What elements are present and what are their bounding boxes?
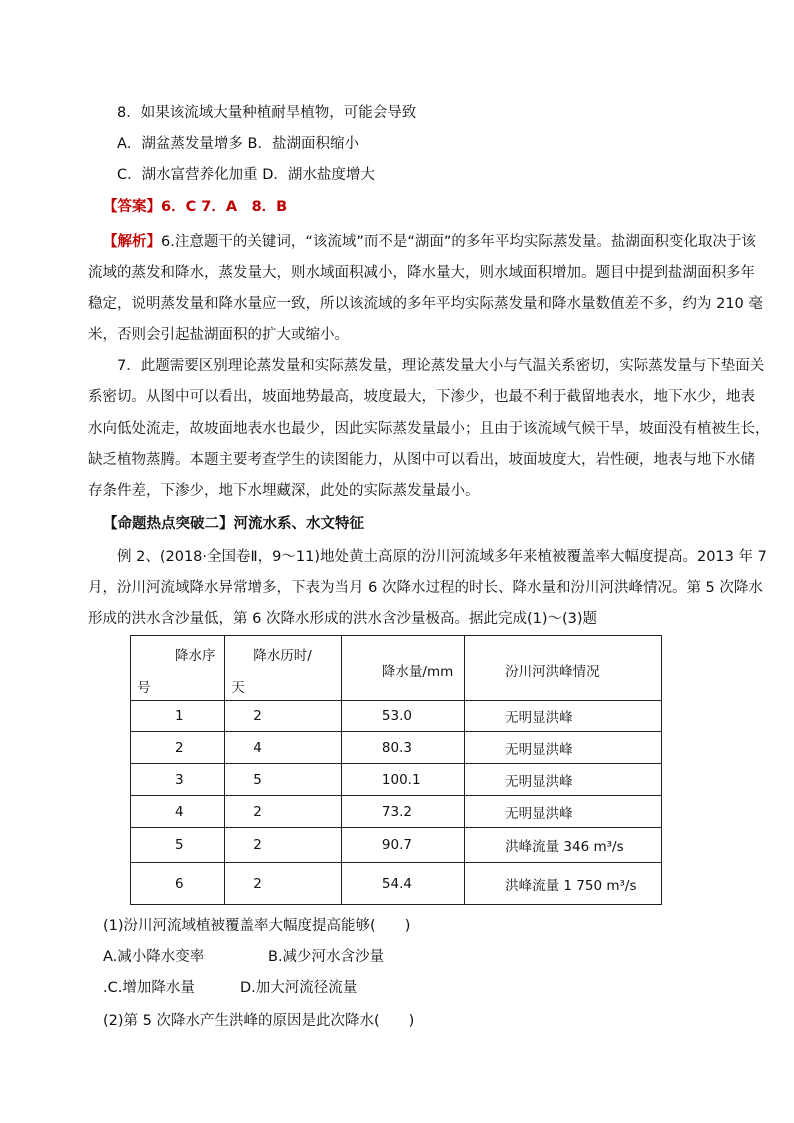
- header-amount: 降水量/mm: [381, 664, 454, 680]
- header-cell-amount: [341, 636, 464, 701]
- question-8-stem: 8．如果该流域大量种植耐旱植物，可能会导致: [117, 105, 417, 121]
- header-flood: 汾川河洪峰情况: [505, 664, 600, 680]
- cell-days: 5: [225, 764, 342, 796]
- cell-flood: 洪峰流量 346 m³/s: [465, 828, 662, 863]
- cell-amount: 80.3: [341, 732, 464, 764]
- cell-amount: 100.1: [341, 764, 464, 796]
- cell-amount: 54.4: [341, 863, 464, 905]
- cell-seq: 4: [131, 796, 225, 828]
- analysis-p2-line-2: 系密切。从图中可以看出，坡面地势最高，坡度最大，下渗少，也最不利于截留地表水，地下水少，地表: [88, 389, 755, 405]
- cell-days: 2: [225, 828, 342, 863]
- analysis-line-1: [103, 233, 756, 251]
- subquestion-1-option-d: D.加大河流径流量: [240, 980, 358, 996]
- cell-amount: 73.2: [341, 796, 464, 828]
- cell-seq: 2: [131, 732, 225, 764]
- analysis-p2-line-5: 存条件差，下渗少，地下水埋藏深，此处的实际蒸发量最小。: [88, 483, 480, 499]
- header-cell-seq: [131, 636, 225, 701]
- table-row: [131, 796, 662, 828]
- answer-label: 【答案】: [103, 199, 161, 215]
- cell-days: 4: [225, 732, 342, 764]
- analysis-p1-rest: 6.注意题干的关键词，“该流域”而不是“湖面”的多年平均实际蒸发量。盐湖面积变化取决于该: [161, 234, 756, 250]
- table-row: [131, 701, 662, 732]
- subquestion-1-option-a: A.减小降水变率: [103, 949, 205, 965]
- subquestion-1-option-c: .C.增加降水量: [103, 980, 195, 996]
- subquestion-1-stem: (1)汾川河流域植被覆盖率大幅度提高能够( ): [103, 918, 411, 934]
- example-line-3: 形成的洪水含沙量低，第 6 次降水形成的洪水含沙量极高。据此完成(1)～(3)题: [88, 611, 598, 627]
- cell-days: 2: [225, 863, 342, 905]
- subquestion-2-stem: (2)第 5 次降水产生洪峰的原因是此次降水( ): [103, 1013, 415, 1029]
- cell-flood: 洪峰流量 1 750 m³/s: [465, 863, 662, 905]
- table-row: [131, 828, 662, 863]
- cell-seq: 6: [131, 863, 225, 905]
- analysis-p1-line-3: 稳定，说明蒸发量和降水量应一致，所以该流域的多年平均实际蒸发量和降水量数值差不多，约为 210 毫: [88, 296, 763, 312]
- cell-amount: 53.0: [341, 701, 464, 732]
- section-heading: 【命题热点突破二】河流水系、水文特征: [103, 516, 364, 532]
- question-8-options-cd: C．湖水富营养化加重 D．湖水盐度增大: [117, 167, 375, 183]
- answer-line: [103, 198, 287, 216]
- rainfall-table: [130, 635, 662, 905]
- cell-seq: 1: [131, 701, 225, 732]
- subquestion-1-option-b: B.减少河水含沙量: [268, 949, 385, 965]
- cell-flood: 无明显洪峰: [465, 701, 662, 732]
- analysis-p2-line-4: 缺乏植物蒸腾。本题主要考查学生的读图能力，从图中可以看出，坡面坡度大，岩性硬，地表与地下水储: [88, 452, 755, 468]
- analysis-p2-line-3: 水向低处流走，故坡面地表水也最少，因此实际蒸发量最小；且由于该流域气候干旱，坡面没有植被生长，: [88, 421, 770, 437]
- header-seq-line-2: 号: [137, 680, 151, 696]
- cell-days: 2: [225, 796, 342, 828]
- cell-flood: 无明显洪峰: [465, 796, 662, 828]
- example-line-1: 例 2、(2018·全国卷Ⅱ，9～11)地处黄土高原的汾川河流域多年来植被覆盖率大幅度提高。2013 年 7: [117, 549, 767, 565]
- cell-flood: 无明显洪峰: [465, 732, 662, 764]
- header-duration-line-2: 天: [231, 680, 245, 696]
- question-8-options-ab: A．湖盆蒸发量增多 B．盐湖面积缩小: [117, 136, 359, 152]
- table-row: [131, 732, 662, 764]
- table-row: [131, 764, 662, 796]
- header-cell-duration: [225, 636, 342, 701]
- table-header-row: [131, 636, 662, 701]
- cell-seq: 3: [131, 764, 225, 796]
- analysis-p1-line-2: 流域的蒸发和降水，蒸发量大，则水域面积减小，降水量大，则水域面积增加。题目中提到盐湖面积多年: [88, 265, 755, 281]
- header-cell-flood: [465, 636, 662, 701]
- cell-amount: 90.7: [341, 828, 464, 863]
- analysis-p2-line-1: 7．此题需要区别理论蒸发量和实际蒸发量，理论蒸发量大小与气温关系密切，实际蒸发量与下垫面关: [117, 358, 765, 374]
- answer-text: 6．C 7．A 8．B: [161, 199, 288, 215]
- header-seq-line-1: 降水序: [175, 648, 216, 664]
- analysis-label: 【解析】: [103, 234, 161, 250]
- analysis-p1-line-4: 米，否则会引起盐湖面积的扩大或缩小。: [88, 327, 349, 343]
- header-duration-line-1: 降水历时/: [253, 648, 312, 664]
- table-row: [131, 863, 662, 905]
- cell-seq: 5: [131, 828, 225, 863]
- example-line-2: 月，汾川河流域降水异常增多，下表为当月 6 次降水过程的时长、降水量和汾川河洪峰情况。第 5 次降水: [88, 580, 763, 596]
- cell-days: 2: [225, 701, 342, 732]
- cell-flood: 无明显洪峰: [465, 764, 662, 796]
